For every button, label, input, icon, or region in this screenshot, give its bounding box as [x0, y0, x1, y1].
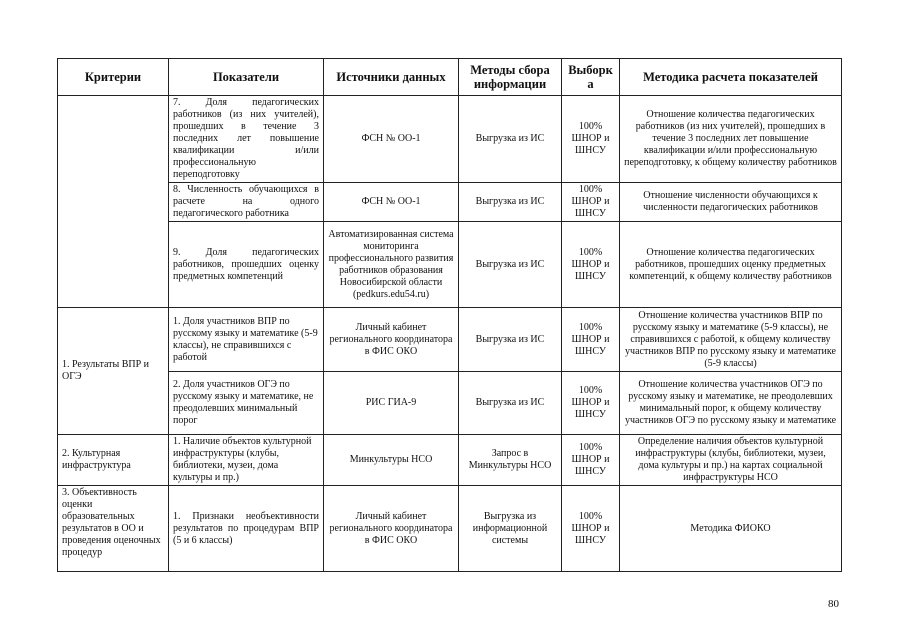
table-row — [58, 308, 842, 372]
source-cell: ФСН № ОО-1 — [324, 183, 459, 222]
sample-cell: 100% ШНОР и ШНСУ — [562, 222, 620, 308]
calc-cell: Отношение количества педагогических работников, прошедших оценку предметных компетенций, к общему количеству работников — [620, 222, 842, 308]
indicator-cell: 1. Признаки необъективности результатов по процедурам ВПР (5 и 6 классы) — [169, 486, 324, 572]
table-row — [58, 96, 842, 183]
header-sources: Источники данных — [324, 59, 459, 96]
sample-cell: 100% ШНОР и ШНСУ — [562, 372, 620, 435]
calc-cell: Методика ФИОКО — [620, 486, 842, 572]
criterion-cell: 2. Культурная инфраструктура — [58, 435, 169, 486]
calc-cell: Определение наличия объектов культурной инфраструктуры (клубы, библиотеки, музеи, дома культуры и пр.) на картах социальной инфраструктуры НСО — [620, 435, 842, 486]
sample-cell: 100% ШНОР и ШНСУ — [562, 486, 620, 572]
source-cell: Личный кабинет регионального координатора в ФИС ОКО — [324, 486, 459, 572]
header-sample: Выборк а — [562, 59, 620, 96]
calc-cell: Отношение численности обучающихся к численности педагогических работников — [620, 183, 842, 222]
indicator-cell: 9. Доля педагогических работников, прошедших оценку предметных компетенций — [169, 222, 324, 308]
calc-cell: Отношение количества педагогических работников (из них учителей), прошедших в течение 3 последних лет повышение квалификации и/или профессиональную переподготовку, к общему количеству работников — [620, 96, 842, 183]
method-cell: Выгрузка из ИС — [459, 222, 562, 308]
sample-cell: 100% ШНОР и ШНСУ — [562, 183, 620, 222]
calc-cell: Отношение количества участников ВПР по русскому языку и математике (5-9 классы), не справившихся с работой, к общему количеству участников ВПР по русскому языку и математике (5-9 классы) — [620, 308, 842, 372]
method-cell: Выгрузка из информационной системы — [459, 486, 562, 572]
calc-cell: Отношение количества участников ОГЭ по русскому языку и математике, не преодолевших минимальный порог, к общему количеству участников ОГЭ по русскому языку и математике — [620, 372, 842, 435]
indicator-cell: 8. Численность обучающихся в расчете на одного педагогического работника — [169, 183, 324, 222]
table-row — [58, 183, 842, 222]
method-cell: Выгрузка из ИС — [459, 372, 562, 435]
method-cell: Выгрузка из ИС — [459, 183, 562, 222]
table-row — [58, 435, 842, 486]
table-row — [58, 372, 842, 435]
source-cell: ФСН № ОО-1 — [324, 96, 459, 183]
indicator-cell: 2. Доля участников ОГЭ по русскому языку и математике, не преодолевших минимальный порог — [169, 372, 324, 435]
criterion-cell-empty — [58, 96, 169, 308]
header-methods: Методы сбора информации — [459, 59, 562, 96]
sample-cell: 100% ШНОР и ШНСУ — [562, 308, 620, 372]
indicator-cell: 1. Наличие объектов культурной инфраструктуры (клубы, библиотеки, музеи, дома культуры и пр.) — [169, 435, 324, 486]
table-header-row — [58, 59, 842, 96]
source-cell: РИС ГИА-9 — [324, 372, 459, 435]
table-row — [58, 222, 842, 308]
table-row — [58, 486, 842, 572]
criteria-table — [57, 58, 842, 572]
indicator-cell: 1. Доля участников ВПР по русскому языку и математике (5-9 классы), не справившихся с работой — [169, 308, 324, 372]
sample-cell: 100% ШНОР и ШНСУ — [562, 96, 620, 183]
source-cell: Минкультуры НСО — [324, 435, 459, 486]
source-cell: Автоматизированная система мониторинга профессионального развития работников образования Новосибирской области (pedkurs.edu54.ru) — [324, 222, 459, 308]
header-criteria: Критерии — [58, 59, 169, 96]
criterion-cell: 3. Объективность оценки образовательных результатов в ОО и проведения оценочных процедур — [58, 486, 169, 572]
method-cell: Выгрузка из ИС — [459, 96, 562, 183]
page-number: 80 — [828, 598, 839, 610]
source-cell: Личный кабинет регионального координатора в ФИС ОКО — [324, 308, 459, 372]
method-cell: Запрос в Минкультуры НСО — [459, 435, 562, 486]
indicator-cell: 7. Доля педагогических работников (из них учителей), прошедших в течение 3 последних лет повышение квалификации и/или профессиональную переподготовку — [169, 96, 324, 183]
header-calc-method: Методика расчета показателей — [620, 59, 842, 96]
method-cell: Выгрузка из ИС — [459, 308, 562, 372]
sample-cell: 100% ШНОР и ШНСУ — [562, 435, 620, 486]
header-indicators: Показатели — [169, 59, 324, 96]
criterion-cell: 1. Результаты ВПР и ОГЭ — [58, 308, 169, 435]
